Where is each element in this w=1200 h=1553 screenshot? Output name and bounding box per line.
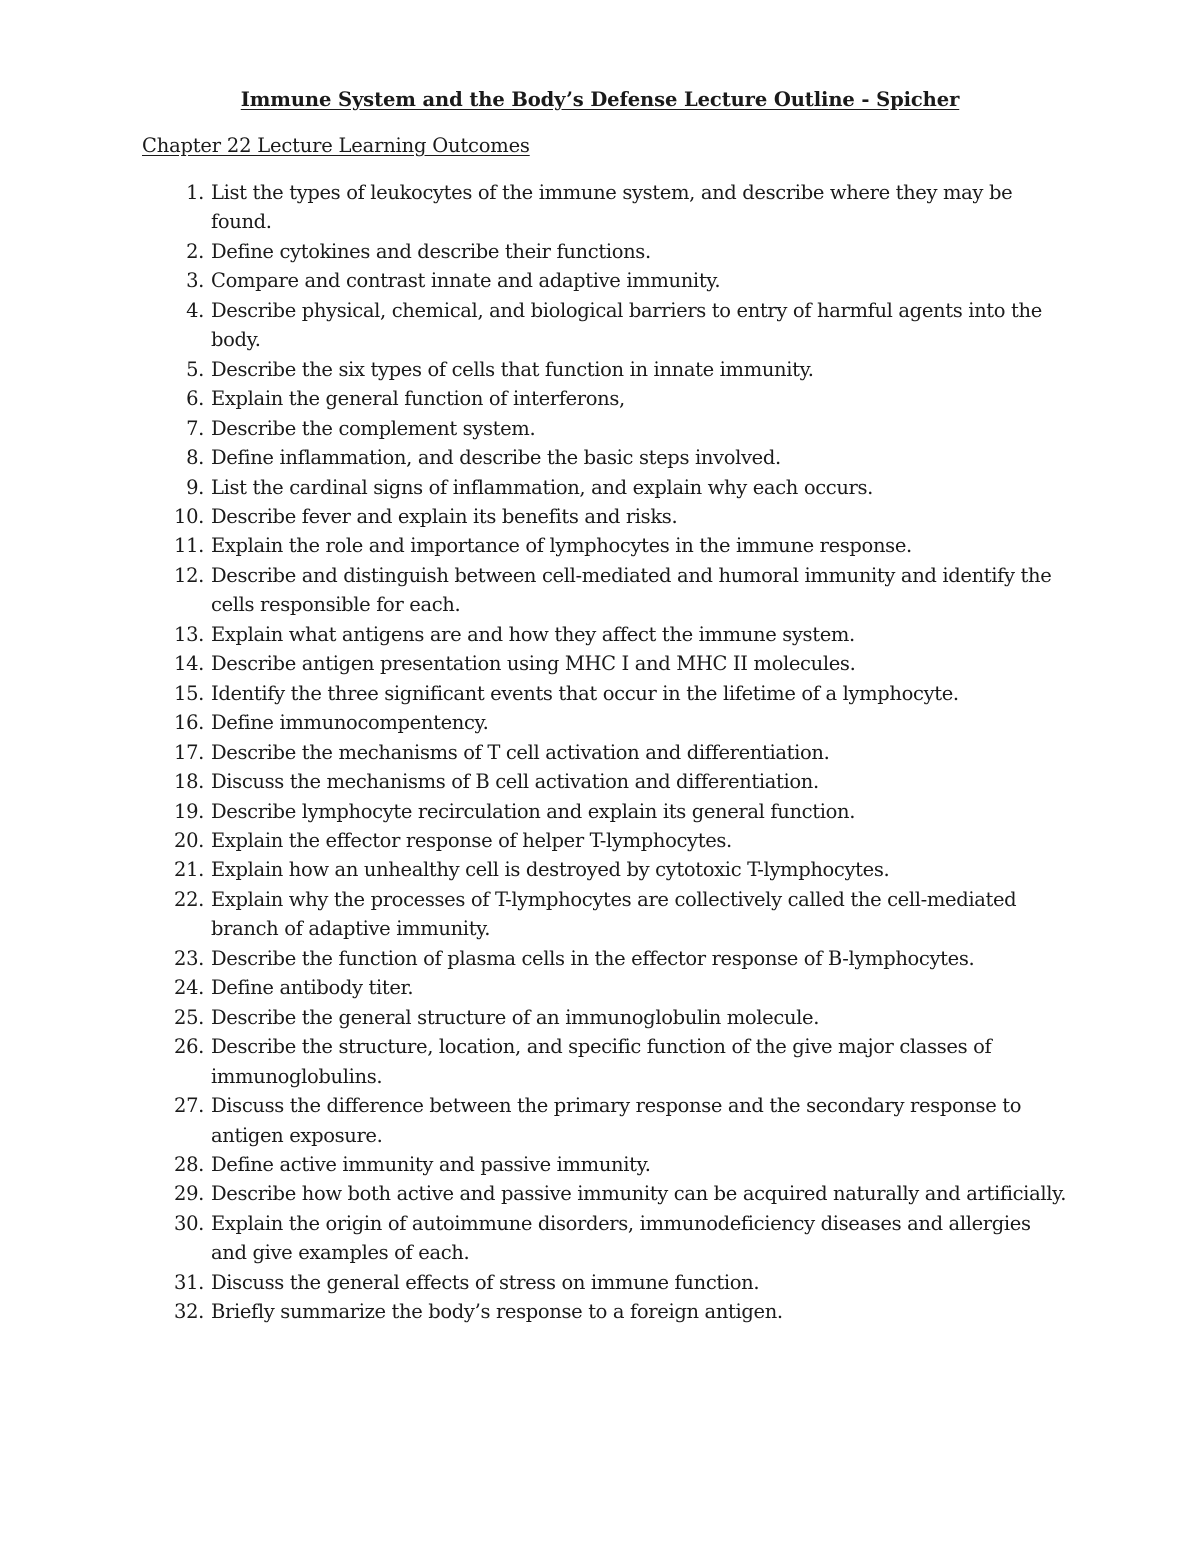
outcome-item [142,973,1072,1002]
outcome-item [142,266,1072,295]
outcome-text: Describe lymphocyte recirculation and explain its general function. [211,799,856,823]
outcome-text: Explain what antigens are and how they affect the immune system. [211,622,855,646]
outcome-text: Discuss the general effects of stress on immune function. [211,1270,760,1294]
outcome-number: 26. [174,1035,204,1059]
outcome-number: 3. [186,269,204,293]
outcome-number: 17. [174,740,204,764]
outcome-text: Explain why the processes of T-lymphocytes are collectively called the cell-mediated branch of adaptive immunity. [211,887,1017,941]
outcome-number: 29. [174,1182,204,1206]
outcome-number: 12. [174,563,204,587]
outcome-number: 9. [186,475,204,499]
outcome-text: Describe the general structure of an immunoglobulin molecule. [211,1005,820,1029]
outcome-text: Describe fever and explain its benefits and risks. [211,504,678,528]
outcome-item [142,502,1072,531]
outcome-item [142,531,1072,560]
outcome-item [142,296,1072,355]
outcome-item [142,855,1072,884]
outcome-item [142,355,1072,384]
outcome-text: List the cardinal signs of inflammation, and explain why each occurs. [211,475,874,499]
outcome-text: Discuss the difference between the primary response and the secondary response to antigen exposure. [211,1094,1022,1147]
outcome-number: 24. [174,976,204,1000]
outcome-item [142,944,1072,973]
outcome-number: 11. [174,534,204,558]
outcome-number: 8. [186,446,204,470]
outcome-number: 31. [174,1270,204,1294]
outcome-number: 27. [174,1094,204,1118]
outcome-number: 28. [174,1152,204,1176]
outcome-item [142,1150,1072,1179]
outcome-number: 18. [174,770,204,794]
outcome-text: Define antibody titer. [211,976,414,1000]
outcome-item [142,1268,1072,1297]
outcome-text: Define cytokines and describe their functions. [211,239,651,263]
outcome-text: Define active immunity and passive immunity. [211,1152,651,1176]
outcome-number: 20. [174,828,204,852]
outcome-text: Describe the six types of cells that function in innate immunity. [211,357,814,381]
outcome-item [142,708,1072,737]
outcome-text: Describe the mechanisms of T cell activation and differentiation. [211,740,830,764]
outcome-number: 23. [174,946,204,970]
outcome-number: 4. [186,298,204,322]
outcome-text: Briefly summarize the body’s response to a foreign antigen. [211,1300,783,1324]
outcome-item [142,826,1072,855]
outcome-number: 32. [174,1300,204,1324]
outcome-item [142,561,1072,620]
page-title: Immune System and the Body’s Defense Lecture Outline - Spicher [240,88,960,111]
outcome-text: Describe the structure, location, and specific function of the give major classes of immunoglobulins. [211,1035,992,1088]
outcome-item [142,679,1072,708]
outcome-item [142,1032,1072,1091]
outcome-item [142,1003,1072,1032]
outcome-number: 21. [174,858,204,882]
outcome-item [142,885,1072,944]
outcome-item [142,1209,1072,1268]
outcome-text: Explain the origin of autoimmune disorders, immunodeficiency diseases and allergies and give examples of each. [211,1211,1031,1265]
outcome-number: 14. [174,652,204,676]
outcome-text: Describe antigen presentation using MHC I and MHC II molecules. [211,652,856,676]
outcome-item [142,1179,1072,1208]
outcome-item [142,620,1072,649]
outcome-item [142,414,1072,443]
outcome-number: 19. [174,799,204,823]
outcome-item [142,473,1072,502]
outcome-text: Define inflammation, and describe the basic steps involved. [211,446,781,470]
section-heading: Chapter 22 Lecture Learning Outcomes [142,134,530,157]
outcome-number: 30. [174,1211,204,1235]
outcome-text: Describe physical, chemical, and biological barriers to entry of harmful agents into the body. [211,298,1042,352]
outcome-item [142,178,1072,237]
outcome-number: 25. [174,1005,204,1029]
outcome-text: Discuss the mechanisms of B cell activation and differentiation. [211,770,819,794]
outcome-item [142,738,1072,767]
outcome-item [142,1091,1072,1150]
outcome-item [142,649,1072,678]
outcome-text: Describe how both active and passive immunity can be acquired naturally and artificially. [211,1182,1067,1206]
outcome-number: 10. [174,504,204,528]
outcome-number: 22. [174,887,204,911]
outcome-item [142,384,1072,413]
outcome-item [142,767,1072,796]
outcome-text: Describe and distinguish between cell-mediated and humoral immunity and identify the cells responsible for each. [211,563,1052,617]
outcome-text: List the types of leukocytes of the immune system, and describe where they may be found. [211,181,1013,234]
outcome-item [142,443,1072,472]
outcome-text: Explain the general function of interferons, [211,387,625,411]
outcome-number: 5. [186,357,204,381]
outcome-text: Describe the function of plasma cells in the effector response of B-lymphocytes. [211,946,975,970]
outcome-text: Explain the effector response of helper T-lymphocytes. [211,828,732,852]
outcome-text: Explain the role and importance of lymphocytes in the immune response. [211,534,912,558]
outcome-item [142,1297,1072,1326]
outcome-item [142,237,1072,266]
outcome-number: 7. [186,416,204,440]
outcomes-list [142,178,1072,1327]
outcome-number: 16. [174,711,204,735]
outcome-number: 13. [174,622,204,646]
outcome-number: 6. [186,387,204,411]
outcome-text: Define immunocompentency. [211,711,489,735]
outcome-number: 2. [186,239,204,263]
outcome-text: Describe the complement system. [211,416,536,440]
outcome-item [142,797,1072,826]
outcome-text: Explain how an unhealthy cell is destroyed by cytotoxic T-lymphocytes. [211,858,890,882]
outcome-number: 15. [174,681,204,705]
outcome-text: Identify the three significant events that occur in the lifetime of a lymphocyte. [211,681,959,705]
outcome-text: Compare and contrast innate and adaptive immunity. [211,269,721,293]
outcome-number: 1. [186,181,204,204]
